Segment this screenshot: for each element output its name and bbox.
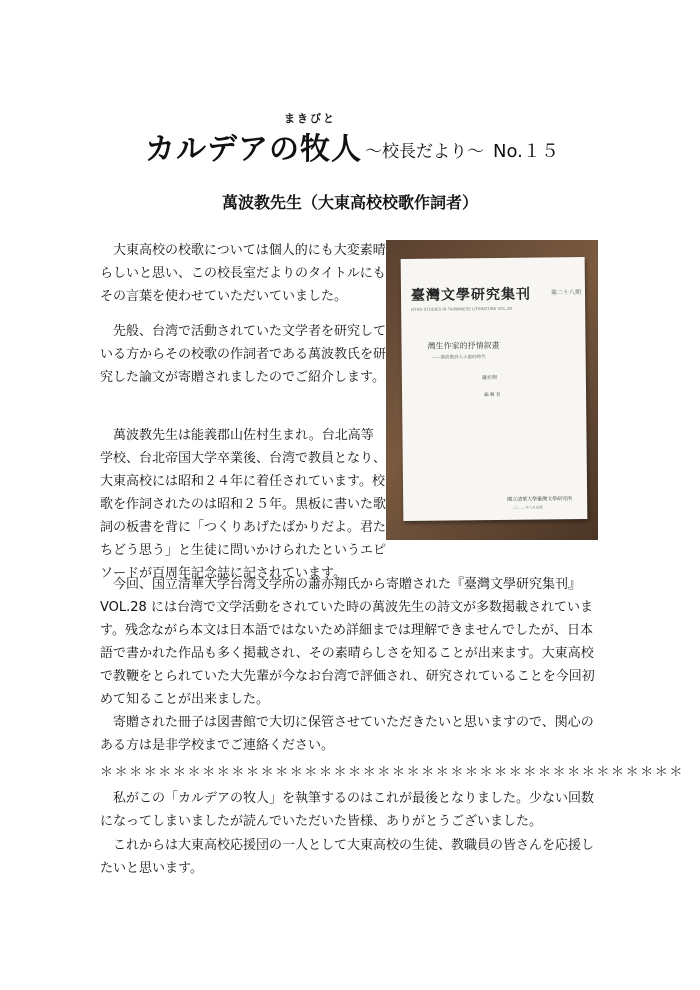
separator-line: ＊＊＊＊＊＊＊＊＊＊＊＊＊＊＊＊＊＊＊＊＊＊＊＊＊＊＊＊＊＊＊＊＊＊＊＊＊＊＊＊: [100, 765, 685, 780]
journal-date: 二〇二二年八月出版: [511, 505, 543, 510]
journal-volume: 第二十八期: [550, 289, 582, 297]
newsletter-title: カルデアの牧人: [145, 132, 362, 167]
issue-number: No.１５: [493, 141, 559, 162]
journal-english-title: NTHU STUDIES IN TAIWANESE LITERATURE VOL.28: [411, 305, 512, 312]
journal-article-subtitle: ——萬波教詩人小說的時代: [431, 355, 486, 361]
article-heading: 萬波教先生（大東高校校歌作詞者）: [221, 193, 478, 212]
journal-title: 臺灣文學研究集刊: [410, 286, 532, 304]
title-ruby: まきびと: [284, 112, 336, 125]
paragraph-2: 先般、台湾で活動されていた文学者を研究している方からその校歌の作詞者である萬波教氏を研究した論文が寄贈されましたのでご紹介します。: [100, 324, 387, 385]
closing-paragraph-2: これからは大東高校応援団の一人として大東高校の生徒、教職員の皆さんを応援したいと思います。: [100, 838, 595, 876]
journal-article-author: 蕭亦翔: [481, 374, 497, 382]
paragraph-5: 寄贈された冊子は図書館で大切に保管させていただきたいと思いますので、関心のある方は是非学校までご連絡ください。: [100, 715, 594, 753]
journal-editor: 編 輯 者: [484, 392, 501, 399]
paragraph-1: 大東高校の校歌については個人的にも大変素晴らしいと思い、この校長室だよりのタイトルにもその言葉を使わせていただいていました。: [100, 243, 386, 304]
closing-paragraph-1: 私がこの「カルデアの牧人」を執筆するのはこれが最後となりました。少ない回数になってしまいましたが読んでいただいた皆様、ありがとうございました。: [100, 791, 595, 829]
paragraph-4: 今回、国立清華大学台湾文学所の蕭亦翔氏から寄贈された『臺灣文學研究集刊』VOL.28 には台湾で文学活動をされていた時の萬波先生の詩文が多数掲載されています。残念ながら本文は日本語ではないため詳細までは理解できませんでしたが、日本語で書かれた作品も多く掲載され、その素晴らしさを知ることが出来ます。大東高校で教鞭をとられていた大先輩が今なお台湾で評価され、研究されていることを今回初めて知ることが出来ました。: [100, 577, 595, 707]
newsletter-subtitle: ～校長だより～: [365, 142, 484, 162]
paragraph-3-text: 萬波教先生は能義郡山佐村生まれ。台北高等学校、台北帝国大学卒業後、台湾で教員となり、大東高校には昭和２４年に着任されています。校歌を作詞されたのは昭和２５年。黒板に書いた歌詞の板書を背に「つくりあげたばかりだよ。君たちどう思う」と生徒に問いかけられたというエピソードが百周年記念誌に記されています。: [100, 428, 387, 581]
paragraph-3: [100, 424, 600, 585]
journal-article-title: 灣生作家的抒情叙畫: [427, 340, 500, 351]
journal-publisher: 國立清華大學臺灣文學研究所: [507, 496, 573, 503]
